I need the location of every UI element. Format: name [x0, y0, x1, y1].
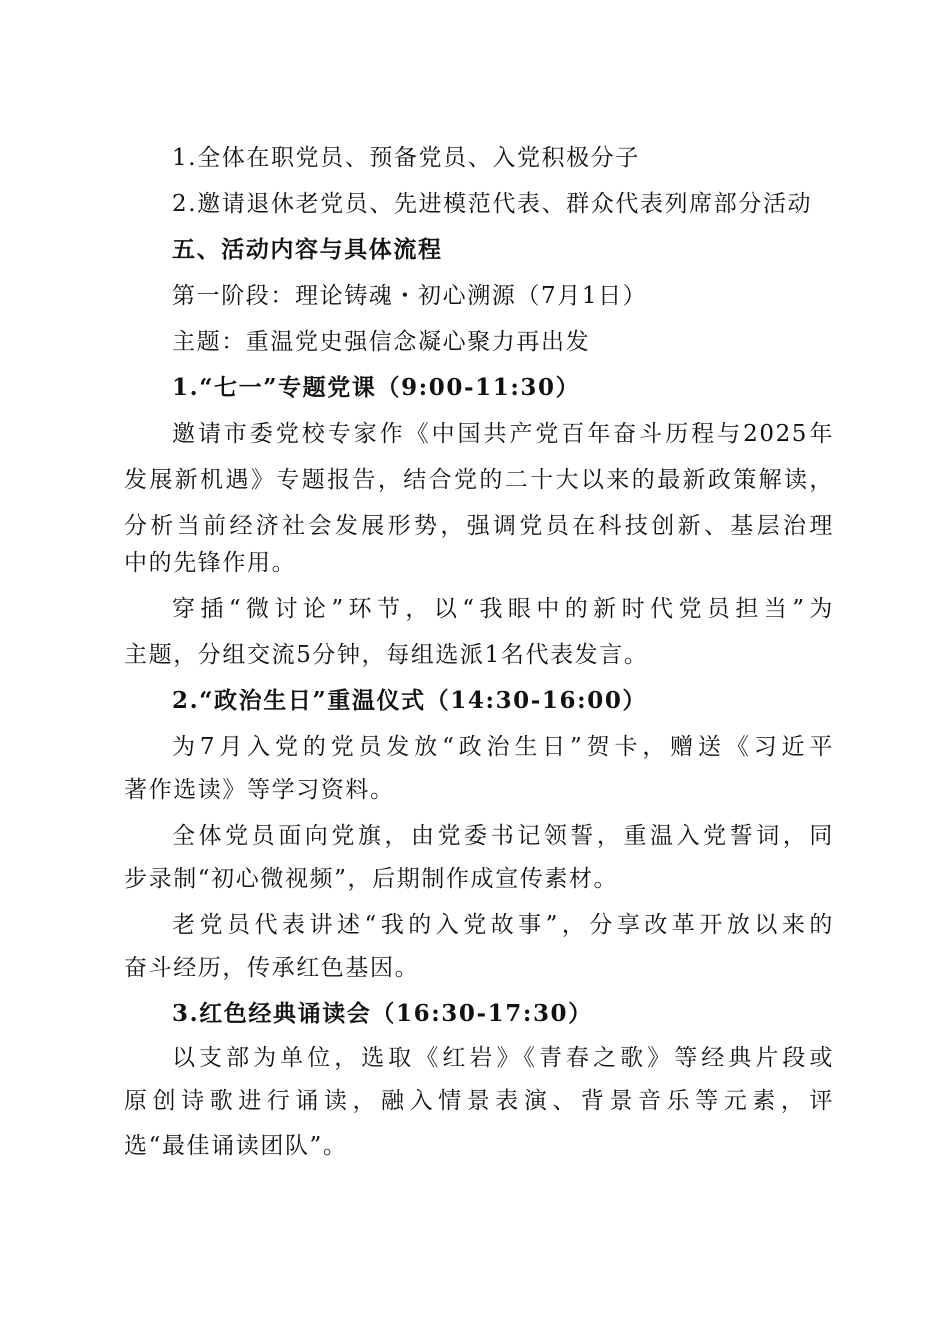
paragraph-line: 老党员代表讲述“我的入党故事”，分享改革开放以来的 — [172, 912, 834, 938]
paragraph-line: 选“最佳诵读团队”。 — [124, 1133, 348, 1159]
paragraph-line: 主题，分组交流5分钟，每组选派1名代表发言。 — [124, 642, 649, 668]
paragraph-line: 发展新机遇》专题报告，结合党的二十大以来的最新政策解读， — [124, 467, 834, 493]
paragraph-line: 以支部为单位，选取《红岩》《青春之歌》等经典片段或 — [172, 1045, 834, 1071]
paragraph-line: 分析当前经济社会发展形势，强调党员在科技创新、基层治理 — [124, 513, 834, 539]
participant-item-1: 1.全体在职党员、预备党员、入党积极分子 — [172, 145, 640, 171]
item-heading-party-lecture: 1.“七一”专题党课（9:00-11:30） — [172, 374, 581, 401]
item-heading-political-birthday: 2.“政治生日”重温仪式（14:30-16:00） — [172, 687, 648, 714]
paragraph-line: 全体党员面向党旗，由党委书记领誓，重温入党誓词，同 — [172, 823, 834, 849]
item-heading-red-classics: 3.红色经典诵读会（16:30-17:30） — [172, 1000, 593, 1027]
paragraph-line: 奋斗经历，传承红色基因。 — [124, 955, 420, 981]
stage-one-title: 第一阶段：理论铸魂・初心溯源（7月1日） — [172, 283, 648, 309]
participant-item-2: 2.邀请退休老党员、先进模范代表、群众代表列席部分活动 — [172, 191, 813, 217]
paragraph-line: 邀请市委党校专家作《中国共产党百年奋斗历程与2025年 — [172, 421, 834, 447]
paragraph-line: 原创诗歌进行诵读，融入情景表演、背景音乐等元素，评 — [124, 1088, 834, 1114]
paragraph-line: 为7月入党的党员发放“政治生日”贺卡，赠送《习近平 — [172, 734, 834, 760]
paragraph-line: 步录制“初心微视频”，后期制作成宣传素材。 — [124, 866, 619, 892]
paragraph-line: 穿插“微讨论”环节，以“我眼中的新时代党员担当”为 — [172, 596, 834, 622]
paragraph-line: 中的先锋作用。 — [124, 550, 297, 576]
paragraph-line: 著作选读》等学习资料。 — [124, 777, 395, 803]
section-heading-five: 五、活动内容与具体流程 — [172, 237, 443, 263]
stage-one-theme: 主题：重温党史强信念凝心聚力再出发 — [172, 329, 591, 355]
